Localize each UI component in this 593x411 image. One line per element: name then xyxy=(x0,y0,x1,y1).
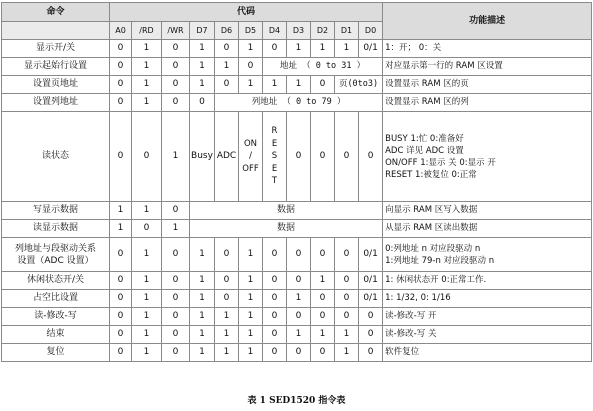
code-cell: 0 xyxy=(239,58,263,76)
code-cell: 0 xyxy=(359,112,383,202)
code-cell: 1 xyxy=(215,344,239,362)
code-cell: 0 xyxy=(110,272,132,290)
table-row xyxy=(2,272,592,290)
code-cell: 1 xyxy=(190,308,215,326)
code-cell: 1 xyxy=(132,272,162,290)
code-cell: 1 xyxy=(190,238,215,272)
on-off-part: ON xyxy=(243,138,258,149)
command-name: 结束 xyxy=(2,326,110,344)
command-name: 写显示数据 xyxy=(2,202,110,220)
code-cell: 0 xyxy=(335,308,359,326)
code-cell: 1 xyxy=(239,76,263,94)
code-cell: 0 xyxy=(110,76,132,94)
function-desc: 软件复位 xyxy=(383,344,592,362)
code-cell: 1 xyxy=(190,58,215,76)
code-cell: 1 xyxy=(190,272,215,290)
code-cell: 1 xyxy=(190,290,215,308)
code-cell: 1 xyxy=(132,76,162,94)
code-cell: 1 xyxy=(335,40,359,58)
address-range: 地址 （ 0 to 31 ） xyxy=(263,58,383,76)
bit-d5: D5 xyxy=(239,22,263,40)
bit-d7: D7 xyxy=(190,22,215,40)
code-cell: 1 xyxy=(239,290,263,308)
code-cell: 0 xyxy=(110,308,132,326)
code-cell: 0 xyxy=(287,112,311,202)
code-cell: 1 xyxy=(190,326,215,344)
function-desc: 读-修改-写 开 xyxy=(383,308,592,326)
reset-letter: T xyxy=(271,176,278,187)
code-cell: 1 xyxy=(239,40,263,58)
code-cell: 0 xyxy=(287,344,311,362)
command-name: 休闲状态开/关 xyxy=(2,272,110,290)
code-cell: 0 xyxy=(110,344,132,362)
code-cell: 0 xyxy=(162,58,190,76)
bit-d1: D1 xyxy=(335,22,359,40)
code-cell: 0 xyxy=(215,290,239,308)
code-cell: 0 xyxy=(190,94,215,112)
code-cell: 0 xyxy=(215,272,239,290)
code-cell: 1 xyxy=(132,94,162,112)
code-cell: 0 xyxy=(335,272,359,290)
name-line: 列地址与段驱动关系 xyxy=(14,243,96,254)
table-caption: 表 1 SED1520 指令表 xyxy=(247,396,346,406)
table-row xyxy=(2,326,592,344)
function-desc: 向显示 RAM 区写入数据 xyxy=(383,202,592,220)
reset-letter: E xyxy=(271,138,278,149)
code-cell: 1 xyxy=(239,326,263,344)
code-cell: 1 xyxy=(239,238,263,272)
code-cell: 0 xyxy=(359,308,383,326)
table-row xyxy=(2,290,592,308)
code-cell: 0 xyxy=(110,112,132,202)
function-desc: 1: 1/32, 0: 1/16 xyxy=(383,290,592,308)
code-cell: 0/1 xyxy=(359,290,383,308)
command-name: 设置页地址 xyxy=(2,76,110,94)
code-cell: 1 xyxy=(132,308,162,326)
code-cell: 1 xyxy=(215,58,239,76)
code-cell: 0 xyxy=(162,344,190,362)
code-cell: 1 xyxy=(132,202,162,220)
code-cell: 0 xyxy=(311,308,335,326)
command-name: 读状态 xyxy=(2,112,110,202)
function-desc: 1：开； 0：关 xyxy=(383,40,592,58)
code-cell: 0/1 xyxy=(359,40,383,58)
code-cell: 1 xyxy=(215,326,239,344)
code-cell: 1 xyxy=(162,112,190,202)
code-cell: 0 xyxy=(263,326,287,344)
code-cell: 1 xyxy=(190,344,215,362)
table-row xyxy=(2,94,592,112)
code-cell: 0 xyxy=(311,344,335,362)
desc-line: 0:列地址 n 对应段驱动 n xyxy=(385,243,481,254)
table-row xyxy=(2,238,592,272)
code-cell: 0 xyxy=(110,326,132,344)
code-cell: 0 xyxy=(287,238,311,272)
desc-line: ON/OFF 1:显示 关 0:显示 开 xyxy=(385,157,496,168)
desc-line: RESET 1:被复位 0:正常 xyxy=(385,169,477,180)
data-span: 数据 xyxy=(190,220,383,238)
code-cell: 0 xyxy=(287,272,311,290)
header-function: 功能描述 xyxy=(383,3,592,40)
code-cell: 1 xyxy=(311,40,335,58)
code-cell: 0 xyxy=(263,344,287,362)
code-cell: 1 xyxy=(311,326,335,344)
code-cell: 1 xyxy=(190,40,215,58)
bit-a0: A0 xyxy=(110,22,132,40)
code-cell: 1 xyxy=(239,272,263,290)
command-name: 占空比设置 xyxy=(2,290,110,308)
code-cell: 0 xyxy=(263,308,287,326)
code-cell: 0 xyxy=(263,40,287,58)
header-row xyxy=(2,3,592,22)
function-desc: 设置显示 RAM 区的页 xyxy=(383,76,592,94)
code-cell: 1 xyxy=(239,308,263,326)
bit-rd: /RD xyxy=(132,22,162,40)
code-cell: 1 xyxy=(311,272,335,290)
function-desc xyxy=(383,238,592,272)
function-desc: 1: 休闲状态开 0:正常工作. xyxy=(383,272,592,290)
code-cell: 0 xyxy=(110,238,132,272)
code-cell: 1 xyxy=(239,344,263,362)
code-cell: 0 xyxy=(263,290,287,308)
code-cell: 0/1 xyxy=(359,272,383,290)
code-cell: 1 xyxy=(132,58,162,76)
code-cell: 0 xyxy=(110,40,132,58)
code-cell: 0 xyxy=(162,272,190,290)
code-cell: ADC xyxy=(215,112,239,202)
code-cell: 0 xyxy=(311,290,335,308)
on-off-cell xyxy=(239,112,263,202)
table-row xyxy=(2,220,592,238)
code-cell: 0 xyxy=(335,238,359,272)
header-command: 命令 xyxy=(2,3,110,22)
code-cell: 0 xyxy=(162,40,190,58)
code-cell: Busy xyxy=(190,112,215,202)
function-desc xyxy=(383,112,592,202)
bit-d0: D0 xyxy=(359,22,383,40)
code-cell: 0 xyxy=(311,238,335,272)
code-cell: 1 xyxy=(190,76,215,94)
code-cell: 1 xyxy=(287,326,311,344)
function-desc: 设置显示 RAM 区的列 xyxy=(383,94,592,112)
code-cell: 1 xyxy=(132,238,162,272)
desc-line: BUSY 1:忙 0:准备好 xyxy=(385,133,464,144)
table-row xyxy=(2,76,592,94)
page-range: 页(0to3) xyxy=(335,76,383,94)
command-name: 复位 xyxy=(2,344,110,362)
code-cell: 0 xyxy=(263,238,287,272)
code-cell: 1 xyxy=(162,220,190,238)
code-cell: 0 xyxy=(215,76,239,94)
code-cell: 1 xyxy=(132,344,162,362)
on-off-part: / xyxy=(249,151,252,162)
code-cell: 0 xyxy=(162,202,190,220)
code-cell: 0 xyxy=(311,76,335,94)
code-cell: 0 xyxy=(311,112,335,202)
desc-line: ADC 详见 ADC 设置 xyxy=(385,145,464,156)
code-cell: 1 xyxy=(287,76,311,94)
command-name: 读-修改-写 xyxy=(2,308,110,326)
data-span: 数据 xyxy=(190,202,383,220)
code-cell: 1 xyxy=(110,220,132,238)
code-cell: 0 xyxy=(162,290,190,308)
command-name: 读显示数据 xyxy=(2,220,110,238)
code-cell: 0 xyxy=(162,94,190,112)
code-cell: 0 xyxy=(110,94,132,112)
code-cell: 0 xyxy=(335,290,359,308)
command-name xyxy=(2,238,110,272)
table-row xyxy=(2,58,592,76)
code-cell: 0 xyxy=(215,238,239,272)
reset-letter: R xyxy=(271,126,278,137)
bit-d3: D3 xyxy=(287,22,311,40)
code-cell: 1 xyxy=(110,202,132,220)
code-cell: 1 xyxy=(287,290,311,308)
name-line: 设置（ADC 设置） xyxy=(17,255,94,266)
reset-cell xyxy=(263,112,287,202)
code-cell: 0 xyxy=(110,58,132,76)
bit-d4: D4 xyxy=(263,22,287,40)
function-desc: 读-修改-写 关 xyxy=(383,326,592,344)
bit-d6: D6 xyxy=(215,22,239,40)
code-cell: 1 xyxy=(132,40,162,58)
code-cell: 0 xyxy=(162,238,190,272)
header-code: 代码 xyxy=(110,3,383,22)
code-cell: 0 xyxy=(162,76,190,94)
function-desc: 对应显示第一行的 RAM 区设置 xyxy=(383,58,592,76)
code-cell: 0 xyxy=(162,326,190,344)
function-desc: 从显示 RAM 区读出数据 xyxy=(383,220,592,238)
code-cell: 1 xyxy=(335,326,359,344)
code-cell: 0 xyxy=(287,308,311,326)
command-name: 设置列地址 xyxy=(2,94,110,112)
code-cell: 0 xyxy=(359,326,383,344)
code-cell: 0/1 xyxy=(359,238,383,272)
code-cell: 0 xyxy=(335,112,359,202)
column-address-range: 列地址 （ 0 to 79 ） xyxy=(215,94,383,112)
code-cell: 1 xyxy=(132,326,162,344)
code-cell: 0 xyxy=(215,40,239,58)
on-off-part: OFF xyxy=(242,163,259,174)
code-cell: 0 xyxy=(162,308,190,326)
reset-letter: S xyxy=(271,151,278,162)
command-name: 显示开/关 xyxy=(2,40,110,58)
table-row xyxy=(2,202,592,220)
code-cell: 0 xyxy=(132,112,162,202)
code-cell: 1 xyxy=(335,344,359,362)
table-row xyxy=(2,40,592,58)
desc-line: 1:列地址 79-n 对应段驱动 n xyxy=(385,255,495,266)
code-cell: 0 xyxy=(132,220,162,238)
table-row xyxy=(2,112,592,202)
code-cell: 0 xyxy=(110,290,132,308)
table-row xyxy=(2,344,592,362)
reset-letter: E xyxy=(271,163,278,174)
bit-wr: /WR xyxy=(162,22,190,40)
blank-cell xyxy=(2,22,110,40)
code-cell: 1 xyxy=(263,76,287,94)
code-cell: 1 xyxy=(287,40,311,58)
bit-d2: D2 xyxy=(311,22,335,40)
code-cell: 1 xyxy=(215,308,239,326)
command-name: 显示起始行设置 xyxy=(2,58,110,76)
table-row xyxy=(2,308,592,326)
code-cell: 0 xyxy=(359,344,383,362)
code-cell: 0 xyxy=(263,272,287,290)
code-cell: 1 xyxy=(132,290,162,308)
command-table xyxy=(1,2,592,362)
